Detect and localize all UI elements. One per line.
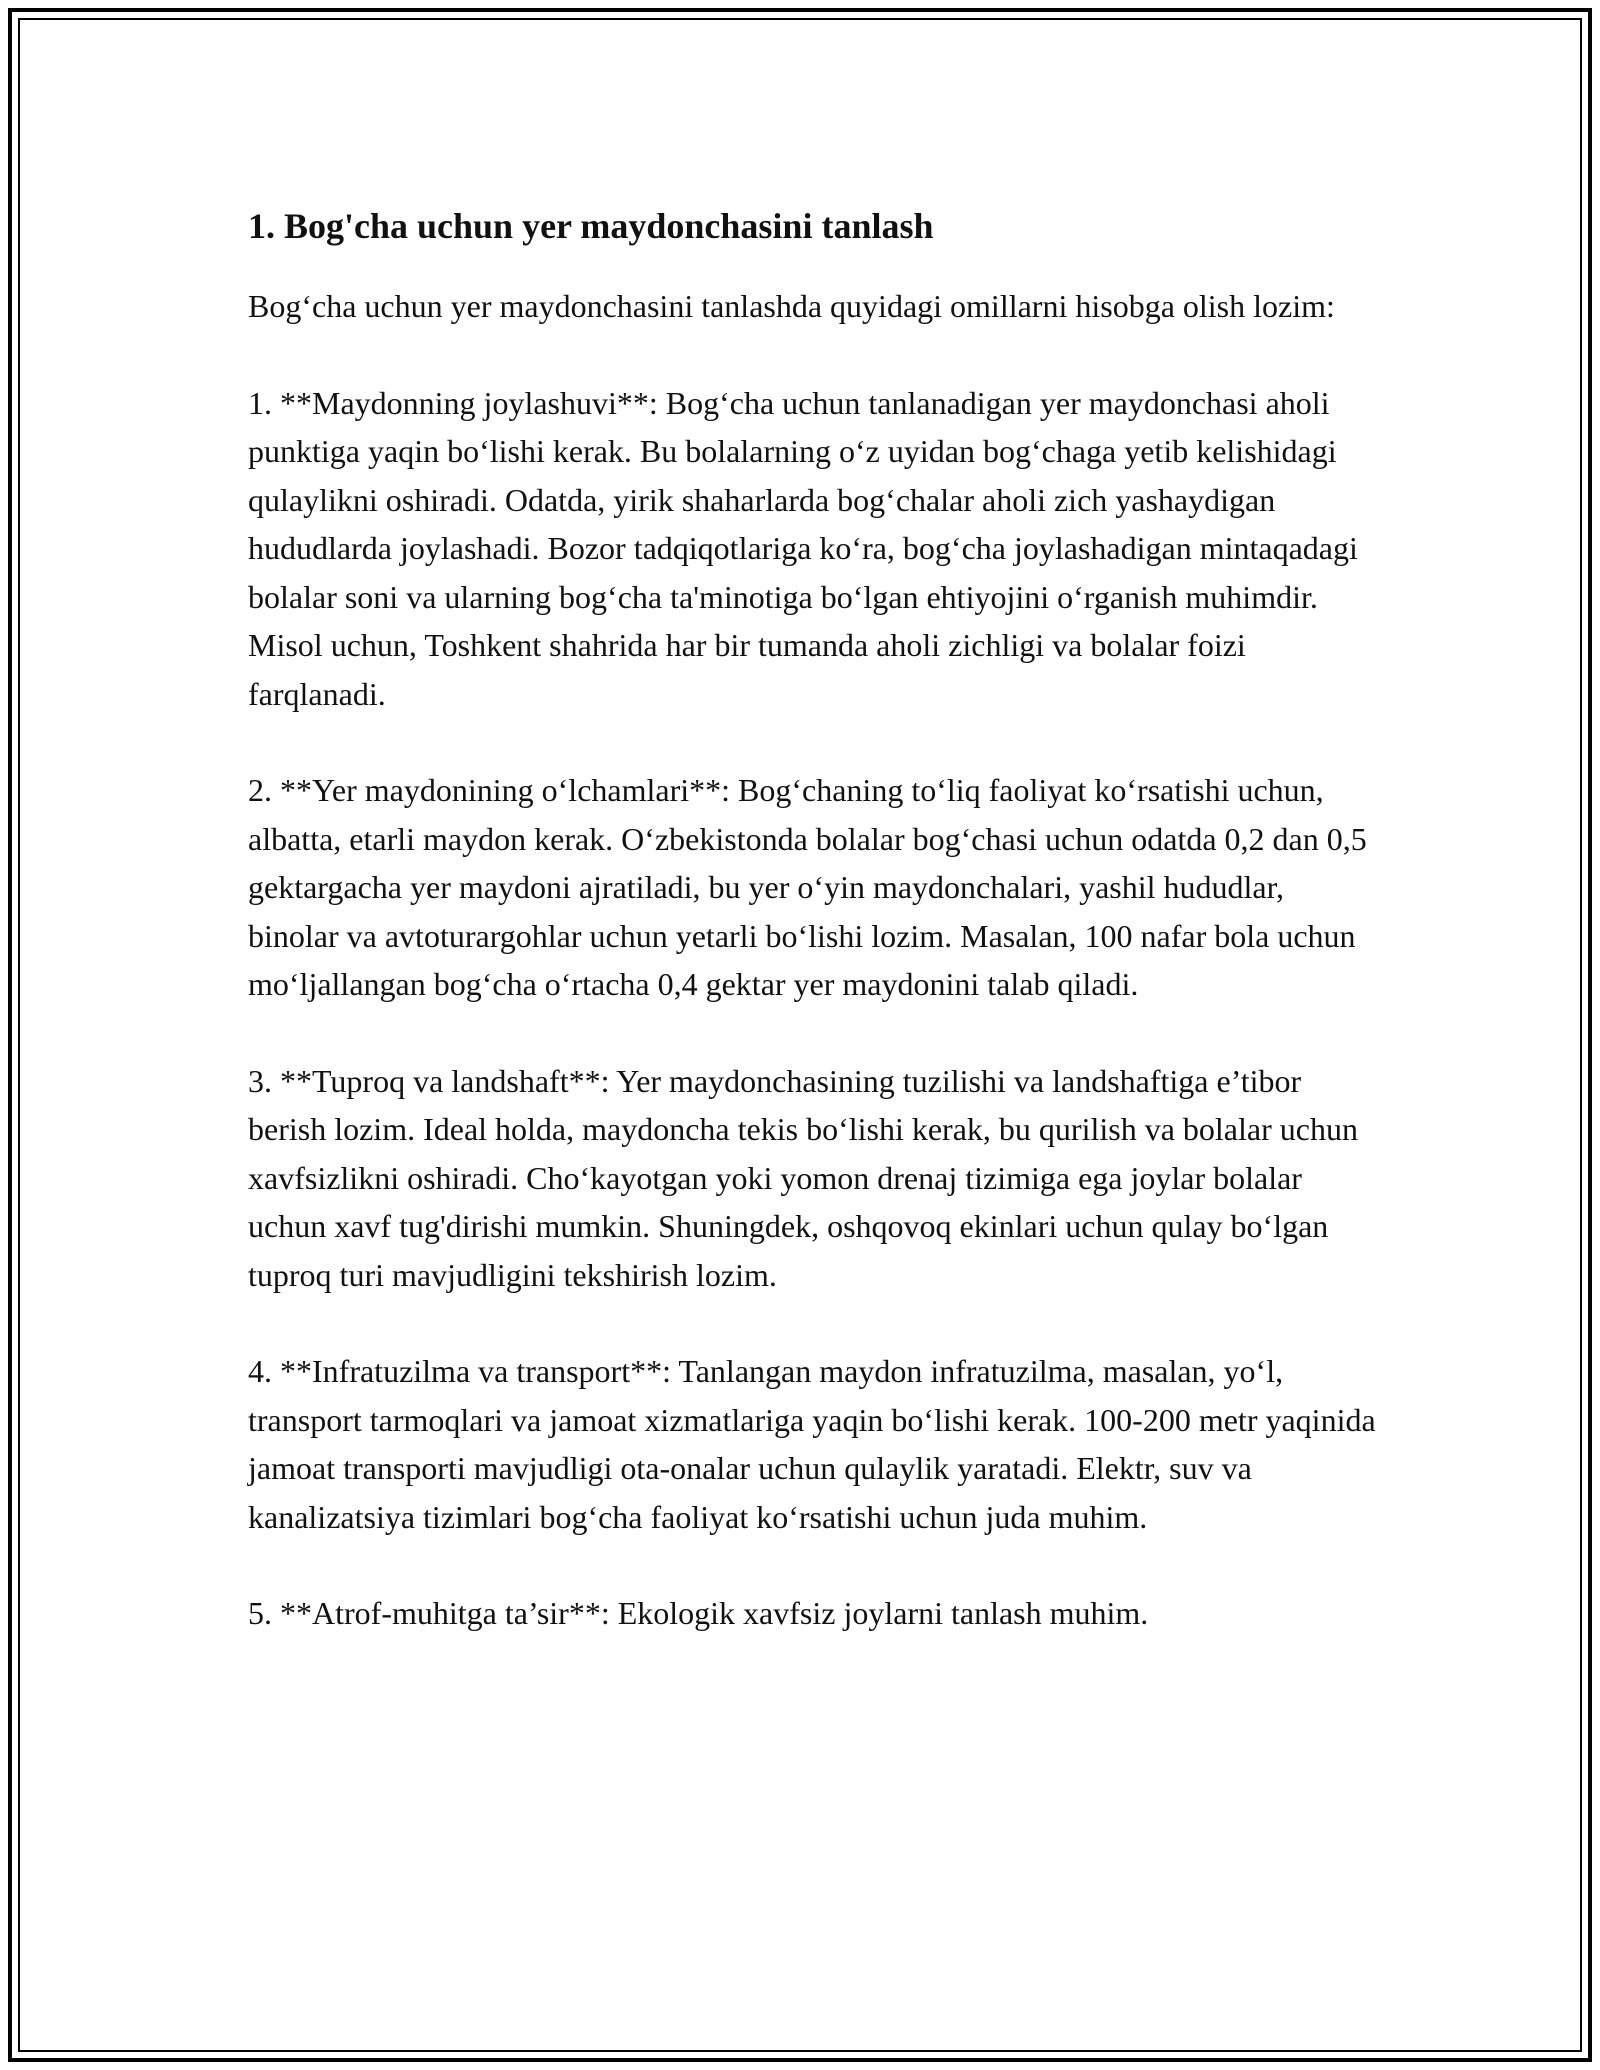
paragraph-land-size: 2. **Yer maydonining o‘lchamlari**: Bog‘chaning to‘liq faoliyat ko‘rsatishi uchun, albatta, etarli maydon kerak. O‘zbekistonda bolalar bog‘chasi uchun odatda 0,2 dan 0,5 gektargacha yer maydoni ajratiladi, bu yer o‘yin maydonchalari, yashil hududlar, binolar va avtoturargohlar uchun yetarli bo‘lishi lozim. Masalan, 100 nafar bola uchun mo‘ljallangan bog‘cha o‘rtacha 0,4 gektar yer maydonini talab qiladi. [248,772,1367,1002]
paragraph-location: 1. **Maydonning joylashuvi**: Bog‘cha uchun tanlanadigan yer maydonchasi aholi punktiga yaqin bo‘lishi kerak. Bu bolalarning o‘z uyidan bog‘chaga yetib kelishidagi qulaylikni oshiradi. Odatda, yirik shaharlarda bog‘chalar aholi zich yashaydigan hududlarda joylashadi. Bozor tadqiqotlariga ko‘ra, bog‘cha joylashadigan mintaqadagi bolalar soni va ularning bog‘cha ta'minotiga bo‘lgan ehtiyojini o‘rganish muhimdir. Misol uchun, Toshkent shahrida har bir tumanda aholi zichligi va bolalar foizi farqlanadi. [248,384,1358,712]
document-title: 1. Bog'cha uchun yer maydonchasini tanlash [248,206,934,246]
page-frame [8,8,1592,2062]
paragraph-environment: 5. **Atrof-muhitga ta’sir**: Ekologik xavfsiz joylarni tanlash muhim. [248,1595,1149,1631]
intro-paragraph: Bog‘cha uchun yer maydonchasini tanlashda quyidagi omillarni hisobga olish lozim: [248,288,1335,324]
paragraph-infrastructure: 4. **Infratuzilma va transport**: Tanlangan maydon infratuzilma, masalan, yo‘l, transport tarmoqlari va jamoat xizmatlariga yaqin bo‘lishi kerak. 100-200 metr yaqinida jamoat transporti mavjudligi ota-onalar uchun qulaylik yaratadi. Elektr, suv va kanalizatsiya tizimlari bog‘cha faoliyat ko‘rsatishi uchun juda muhim. [248,1353,1376,1535]
paragraph-soil-landscape: 3. **Tuproq va landshaft**: Yer maydonchasining tuzilishi va landshaftiga e’tibor berish lozim. Ideal holda, maydoncha tekis bo‘lishi kerak, bu qurilish va bolalar uchun xavfsizlikni oshiradi. Cho‘kayotgan yoki yomon drenaj tizimiga ega joylar bolalar uchun xavf tug'dirishi mumkin. Shuningdek, oshqovoq ekinlari uchun qulay bo‘lgan tuproq turi mavjudligini tekshirish lozim. [248,1062,1358,1293]
document-body [248,202,1378,1686]
